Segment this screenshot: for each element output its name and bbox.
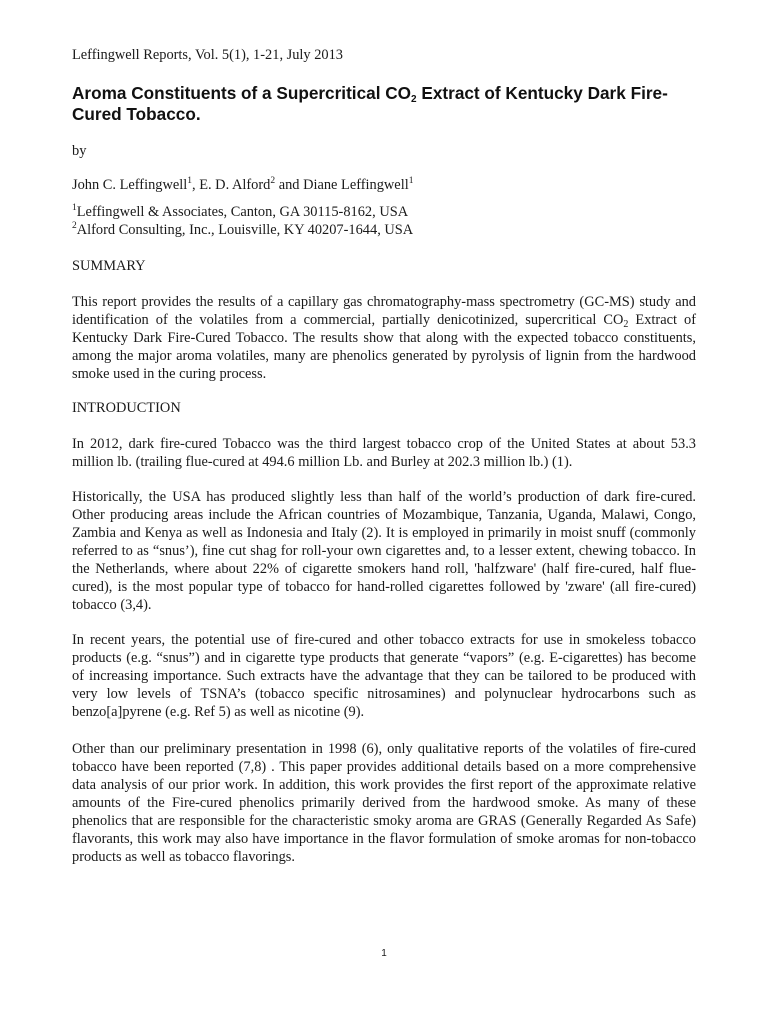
page-number: 1 [381,948,387,959]
summary-paragraph: This report provides the results of a capillary gas chromatography-mass spectrometry (GC-MS) study and identification of the volatiles from a commercial, partially denicotinized, supercritical $CO_2$ Extract of Kentucky Dark Fire-Cured Tobacco. The results show that along with the expected tobacco constituents, among the major aroma volatiles, many are phenolics generated by pyrolysis of lignin from the hardwood smoke used in the curing process. [72,294,696,382]
intro-paragraph-3: In recent years, the potential use of fire-cured and other tobacco extracts for use in smokeless tobacco products (e.g. “snus”) and in cigarette type products that generate “vapors” (e.g. E-cigarettes) has become of increasing importance. Such extracts have the advantage that they can be tailored to be produced with very low levels of TSNA’s (tobacco specific nitrosamines) and polynuclear hydrocarbons such as benzo[a]pyrene (e.g. Ref 5) as well as nicotine (9). [72,632,696,720]
author-list: John C. Leffingwell$^1$, E. D. Alford$^2$ and Diane Leffingwell$^1$ [72,176,414,193]
intro-paragraph-1: In 2012, dark fire-cured Tobacco was the third largest tobacco crop of the United States at about 53.3 million lb. (trailing flue-cured at 494.6 million Lb. and Burley at 202.3 million lb.) (1). [72,436,696,470]
summary-heading: SUMMARY [72,258,146,274]
affiliation-2: $^2$Alford Consulting, Inc., Louisville, KY 40207-1644, USA [72,221,414,238]
byline: by [72,143,87,159]
title-line-2: Cured Tobacco. [72,104,201,124]
affiliations [72,203,692,239]
introduction-heading: INTRODUCTION [72,400,181,416]
intro-paragraph-4: Other than our preliminary presentation in 1998 (6), only qualitative reports of the volatiles of fire-cured tobacco have been reported (7,8) . This paper provides additional details based on a more comprehensive data analysis of our prior work. In addition, this work provides the first report of the approximate relative amounts of the Fire-cured phenolics primarily derived from the hardwood smoke. As many of these phenolics that are responsible for the characteristic smoky aroma are GRAS (Generally Regarded As Safe) flavorants, this work may also have importance in the flavor formulation of smoke aromas for non-tobacco products as well as tobacco flavorings. [72,741,696,865]
title-line-1: Aroma Constituents of a Supercritical $CO_2$ Extract of Kentucky Dark Fire- [72,83,668,105]
affiliation-1: $^1$Leffingwell & Associates, Canton, GA 30115-8162, USA [72,203,409,220]
paper-title [72,83,696,125]
journal-citation: Leffingwell Reports, Vol. 5(1), 1-21, July 2013 [72,47,344,63]
intro-paragraph-2: Historically, the USA has produced slightly less than half of the world’s production of dark fire-cured. Other producing areas include the African countries of Mozambique, Tanzania, Uganda, Malawi, Congo, Zambia and Kenya as well as Indonesia and Italy (2). It is employed in primarily in moist snuff (commonly referred to as “snus’), fine cut shag for roll-your own cigarettes and, to a lesser extent, chewing tobacco. In the Netherlands, where about 22% of cigarette smokers hand roll, 'halfzware' (half fire-cured, half flue-cured), is the most popular type of tobacco for hand-rolled cigarettes followed by 'zware' (all fire-cured) tobacco (3,4). [72,489,696,613]
